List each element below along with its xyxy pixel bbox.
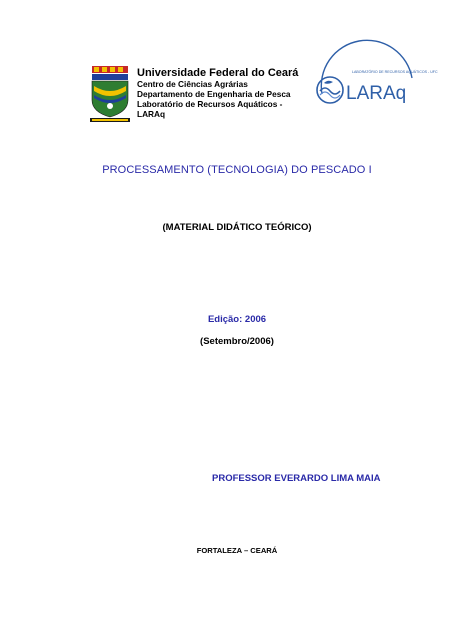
institution-center: Centro de Ciências Agrárias <box>137 79 248 89</box>
edition-text: Edição: 2006 <box>207 314 267 325</box>
institution-department: Departamento de Engenharia de Pesca <box>137 89 291 99</box>
professor-name: PROFESSOR EVERARDO LIMA MAIA <box>212 473 381 484</box>
document-header <box>88 64 438 134</box>
ufc-seal-icon <box>88 64 132 124</box>
laraq-logo-text: LARAq <box>346 83 407 104</box>
institution-laboratory: Laboratório de Recursos Aquáticos - <box>137 99 283 109</box>
edition-label <box>0 314 474 325</box>
laraq-logo-icon <box>312 64 438 110</box>
edition-date: (Setembro/2006) <box>200 336 274 347</box>
laraq-logo-caption: LABORATÓRIO DE RECURSOS AQUÁTICOS - UFC <box>352 70 438 74</box>
institution-name: Universidade Federal do Ceará <box>137 67 299 79</box>
city-location: FORTALEZA – CEARÁ <box>196 546 278 555</box>
document-title: PROCESSAMENTO (TECNOLOGIA) DO PESCADO I <box>102 164 372 176</box>
institution-block <box>137 67 312 119</box>
institution-acronym: LARAq <box>137 109 166 119</box>
document-subtitle: (MATERIAL DIDÁTICO TEÓRICO) <box>162 222 312 233</box>
